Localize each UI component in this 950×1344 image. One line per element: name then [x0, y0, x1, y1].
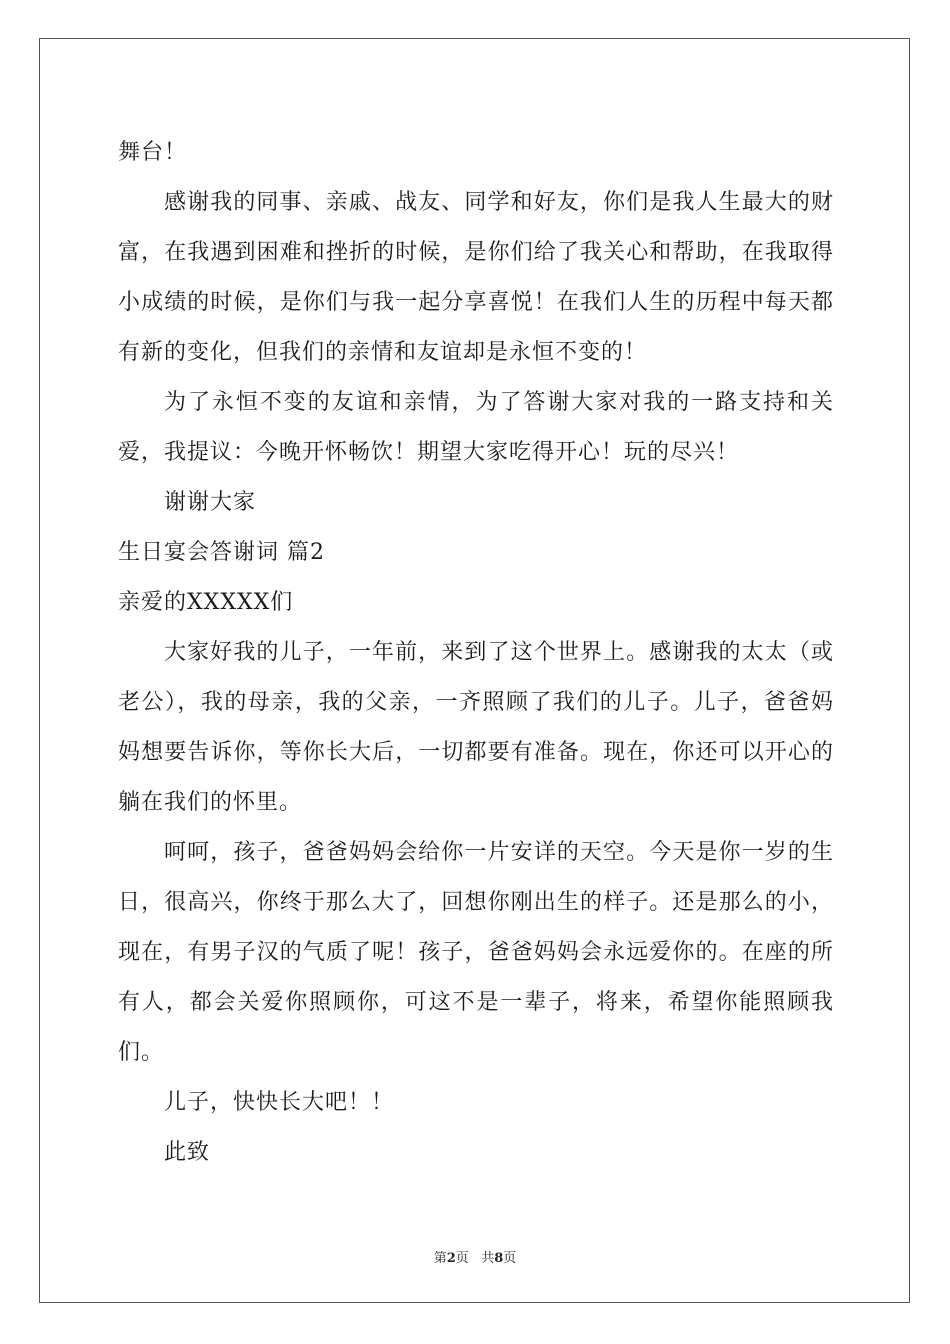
footer-page-suffix: 页	[455, 1251, 469, 1266]
salutation: 亲爱的XXXXX们	[118, 590, 294, 615]
footer-page-number: 2	[446, 1251, 456, 1266]
paragraph-son-birthday: 呵呵，孩子，爸爸妈妈会给你一片安详的天空。今天是你一岁的生日，很高兴，你终于那么大了，回想你刚出生的样子。还是那么的小，现在，有男子汉的气质了呢！孩子，爸爸妈妈会永远爱你的。在座的所有人，都会关爱你照顾你，可这不是一辈子，将来，希望你能照顾我们。	[118, 840, 834, 1065]
footer-total-pages: 8	[494, 1251, 504, 1266]
paragraph-stage: 舞台！	[118, 140, 188, 165]
paragraph-grow-up: 儿子，快快长大吧！！	[164, 1090, 395, 1115]
closing-regards: 此致	[164, 1140, 211, 1165]
footer-total-prefix: 共	[481, 1251, 495, 1266]
paragraph-toast: 为了永恒不变的友谊和亲情，为了答谢大家对我的一路支持和关爱，我提议：今晚开怀畅饮！期望大家吃得开心！玩的尽兴！	[118, 390, 834, 465]
document-body	[118, 128, 834, 1178]
footer-total-suffix: 页	[503, 1251, 517, 1266]
paragraph-thanks-friends: 感谢我的同事、亲戚、战友、同学和好友，你们是我人生最大的财富，在我遇到困难和挫折的时候，是你们给了我关心和帮助，在我取得小成绩的时候，是你们与我一起分享喜悦！在我们人生的历程中每天都有新的变化，但我们的亲情和友谊却是永恒不变的！	[118, 190, 834, 365]
footer-prefix: 第	[433, 1251, 447, 1266]
paragraph-son-intro: 大家好我的儿子，一年前，来到了这个世界上。感谢我的太太（或老公），我的母亲，我的父亲，一齐照顾了我们的儿子。儿子，爸爸妈妈想要告诉你，等你长大后，一切都要有准备。现在，你还可以开心的躺在我们的怀里。	[118, 640, 834, 815]
page-footer	[0, 1247, 950, 1266]
paragraph-thank-you: 谢谢大家	[164, 490, 257, 515]
section-heading: 生日宴会答谢词 篇2	[118, 540, 325, 565]
